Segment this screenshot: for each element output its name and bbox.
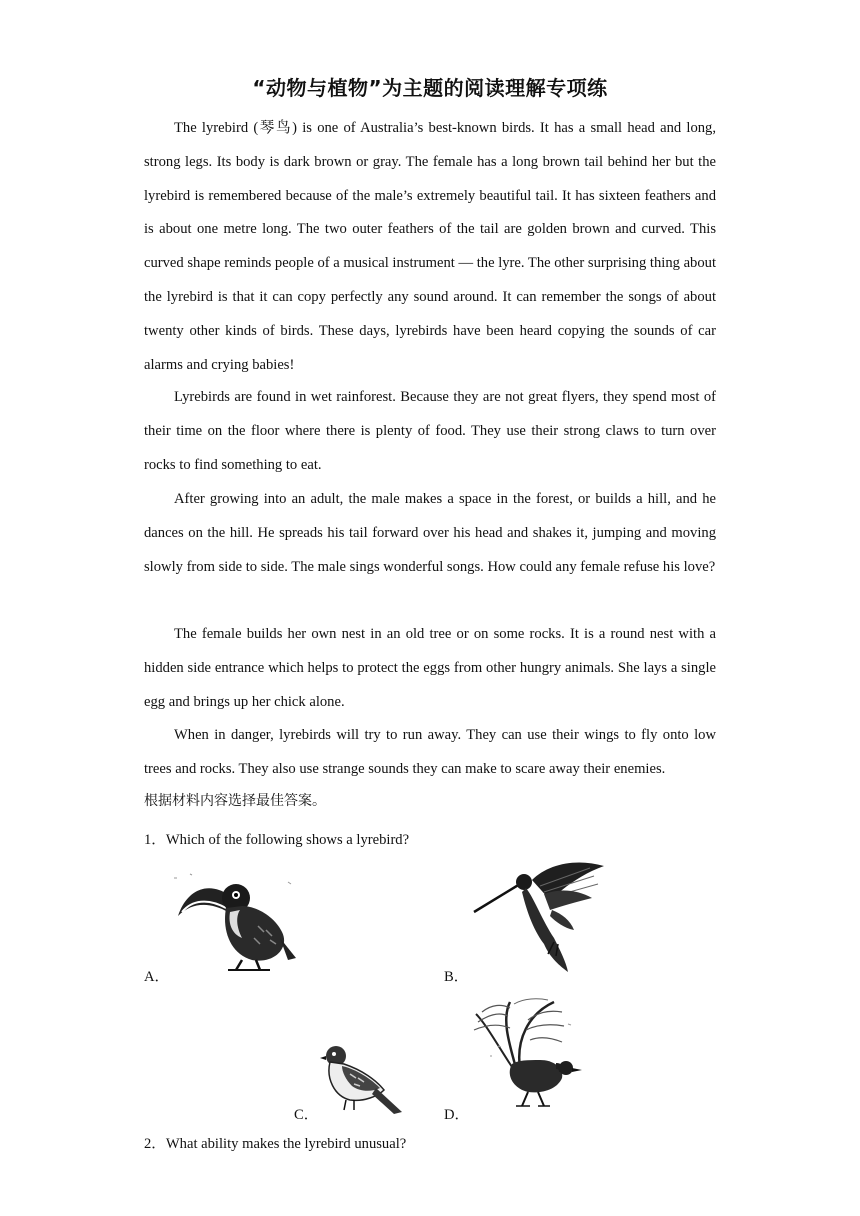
option-b-label: B．: [444, 969, 469, 985]
paragraph-4: [144, 618, 716, 719]
paragraph-text: After growing into an adult, the male makes a space in the forest, or builds a hill, and he dances on the hill. He spreads his tail forward over his head and shakes it, jumping and moving slowly from side to side. The male sings wonderful songs. How could any female refuse his love?: [144, 491, 716, 575]
option-a-label: A．: [144, 969, 170, 985]
toucan-icon[interactable]: [170, 868, 298, 976]
page-title: “动物与植物”为主题的阅读理解专项练: [252, 76, 608, 100]
option-d-label: D．: [444, 1107, 470, 1123]
question-number: 2．: [144, 1136, 166, 1152]
paragraph-text: When in danger, lyrebirds will try to run away. They can use their wings to fly onto low trees and rocks. They also use strange sounds they can make to scare away their enemies.: [144, 727, 716, 777]
paragraph-5: [144, 719, 716, 787]
question-1: [144, 828, 409, 849]
question-text: Which of the following shows a lyrebird?: [165, 832, 410, 848]
option-c-label: C．: [294, 1107, 319, 1123]
paragraph-3: [144, 483, 716, 584]
question-text: What ability makes the lyrebird unusual?: [165, 1136, 407, 1152]
instruction-text: 根据材料内容选择最佳答案。: [144, 793, 326, 809]
lyrebird-icon[interactable]: [468, 994, 588, 1112]
question-2: [144, 1132, 406, 1153]
sparrow-icon[interactable]: [320, 1040, 404, 1116]
paragraph-1: [144, 112, 716, 382]
question-number: 1．: [144, 832, 166, 848]
paragraph-text: The lyrebird (琴鸟) is one of Australia’s best-known birds. It has a small head and long, strong legs. Its body is dark brown or gray. The female has a long brown tail behind her but the lyrebird is remembered because of the male’s extremely beautiful tail. It has sixteen feathers and is about one metre long. The two outer feathers of the tail are golden brown and curved. This curved shape reminds people of a musical instrument — the lyre. The other surprising thing about the lyrebird is that it can copy perfectly any sound around. It can remember the songs of about twenty other kinds of birds. These days, lyrebirds have been heard copying the sounds of car alarms and crying babies!: [144, 120, 716, 373]
hummingbird-icon[interactable]: [470, 858, 606, 976]
paragraph-2: [144, 381, 716, 482]
paragraph-text: Lyrebirds are found in wet rainforest. Because they are not great flyers, they spend most of their time on the floor where there is plenty of food. They use their strong claws to turn over rocks to find something to eat.: [144, 389, 716, 473]
paragraph-text: The female builds her own nest in an old tree or on some rocks. It is a round nest with a hidden side entrance which helps to protect the eggs from other hungry animals. She lays a single egg and brings up her chick alone.: [144, 626, 716, 710]
